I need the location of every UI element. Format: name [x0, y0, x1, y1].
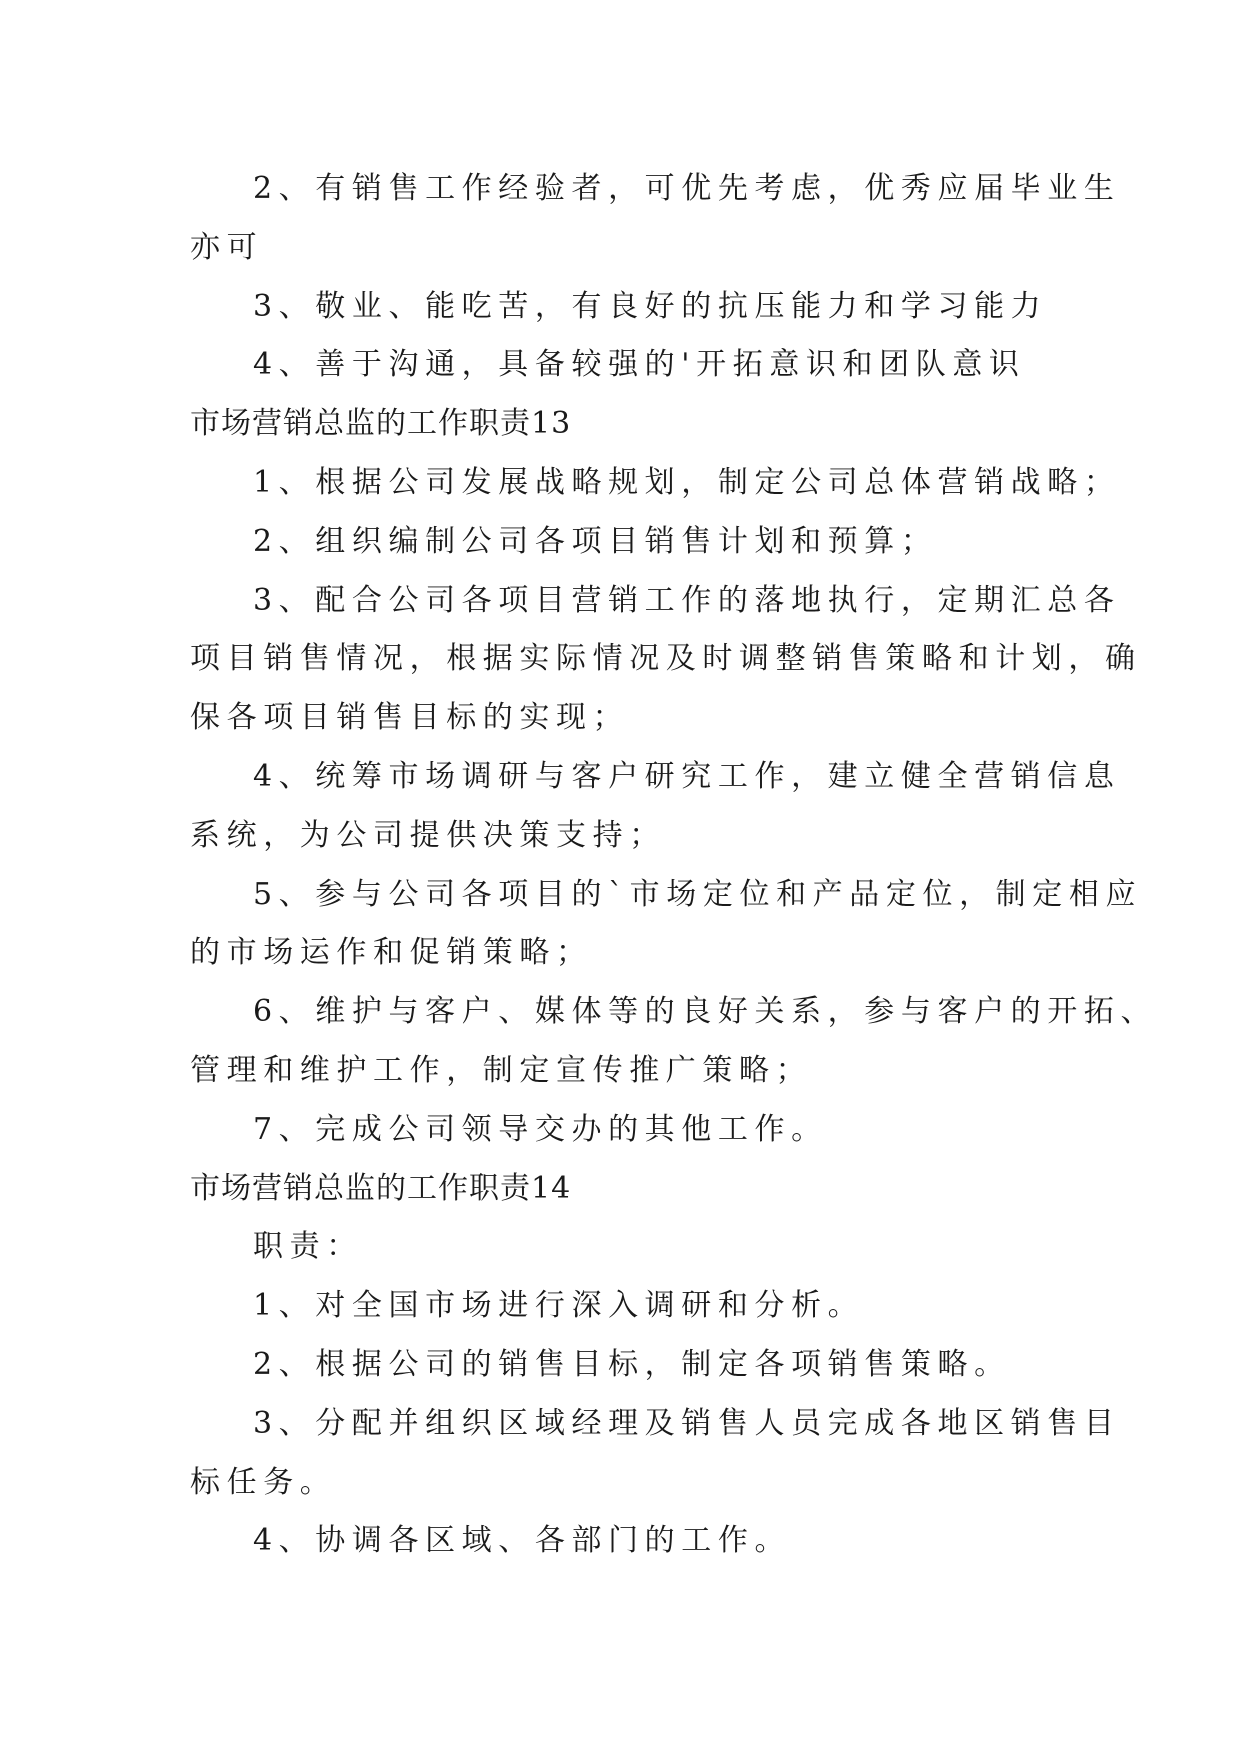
text-line: 3、分配并组织区域经理及销售人员完成各地区销售目 [253, 1405, 1121, 1441]
document-body [190, 160, 1158, 1571]
text-line: 亦可 [190, 229, 264, 265]
text-line: 系统，为公司提供决策支持； [190, 817, 666, 853]
text-line: 3、配合公司各项目营销工作的落地执行，定期汇总各 [253, 582, 1121, 618]
text-line: 1、根据公司发展战略规划，制定公司总体营销战略； [253, 464, 1121, 500]
text-line: 2、组织编制公司各项目销售计划和预算； [253, 523, 938, 559]
section-heading: 市场营销总监的工作职责14 [190, 1170, 572, 1206]
text-line: 5、参与公司各项目的`市场定位和产品定位，制定相应 [253, 876, 1143, 912]
text-line: 1、对全国市场进行深入调研和分析。 [253, 1288, 865, 1324]
text-line: 4、统筹市场调研与客户研究工作，建立健全营销信息 [253, 758, 1121, 794]
text-line: 4、善于沟通，具备较强的'开拓意识和团队意识 [253, 347, 1026, 383]
text-line: 4、协调各区域、各部门的工作。 [253, 1523, 792, 1559]
text-line: 6、维护与客户、媒体等的良好关系，参与客户的开拓、 [253, 994, 1158, 1030]
text-line: 保各项目销售目标的实现； [190, 700, 630, 736]
text-line: 职责： [253, 1229, 363, 1265]
text-line: 标任务。 [190, 1464, 337, 1500]
text-line: 项目销售情况，根据实际情况及时调整销售策略和计划，确 [190, 641, 1142, 677]
text-line: 2、根据公司的销售目标，制定各项销售策略。 [253, 1346, 1011, 1382]
text-line: 的市场运作和促销策略； [190, 935, 593, 971]
text-line: 7、完成公司领导交办的其他工作。 [253, 1111, 828, 1147]
text-line: 管理和维护工作，制定宣传推广策略； [190, 1052, 813, 1088]
section-heading: 市场营销总监的工作职责13 [190, 406, 572, 442]
text-line: 2、有销售工作经验者，可优先考虑，优秀应届毕业生 [253, 171, 1121, 206]
text-line: 3、敬业、能吃苦，有良好的抗压能力和学习能力 [253, 288, 1048, 324]
